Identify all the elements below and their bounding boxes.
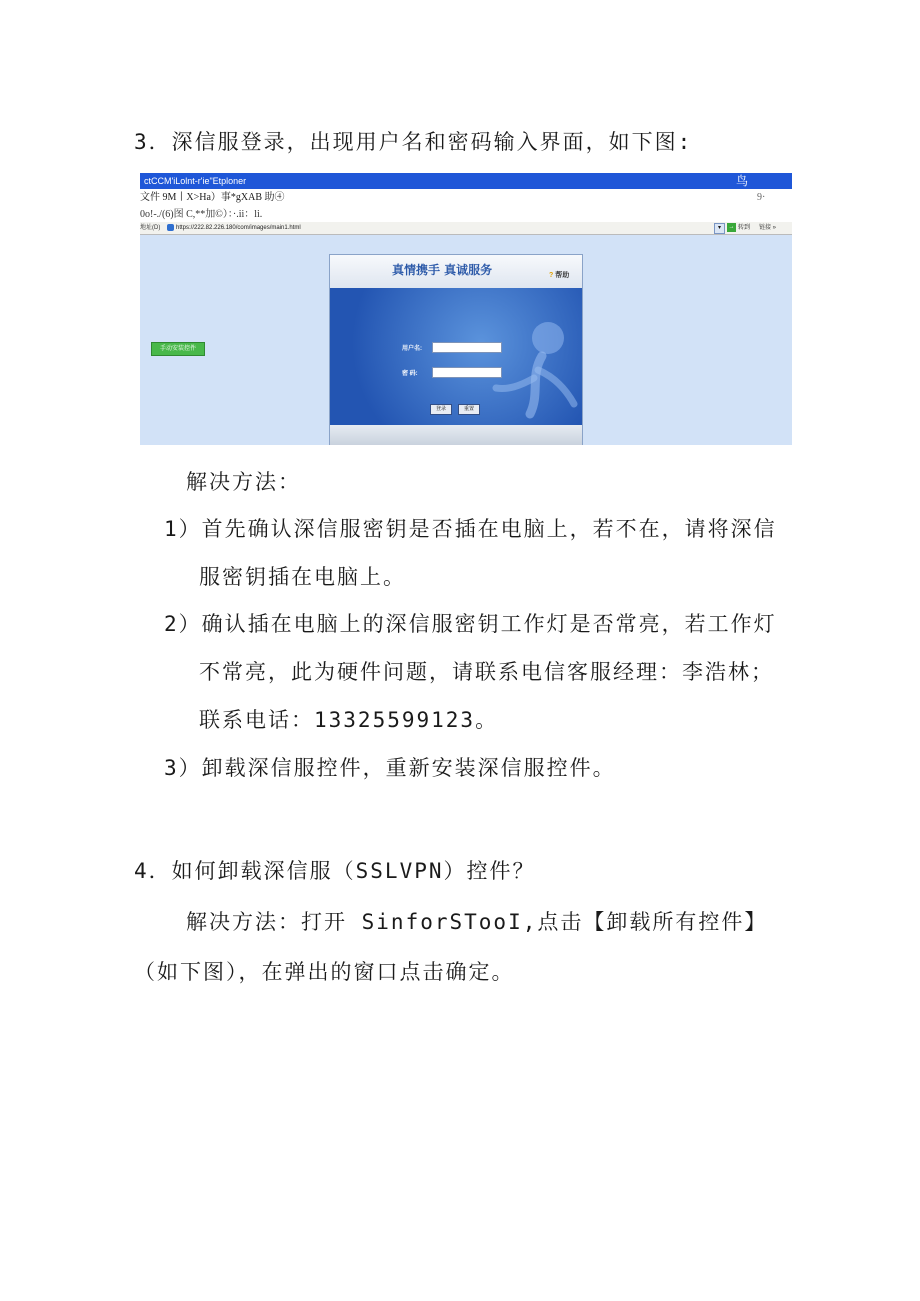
solution-3-item-2-line-1: 2）确认插在电脑上的深信服密钥工作灯是否常亮，若工作灯	[164, 612, 777, 636]
section-4-heading: 4．如何卸载深信服（SSLVPN）控件？	[134, 859, 536, 883]
login-panel-body	[330, 288, 582, 425]
password-label: 密 码:	[402, 371, 418, 377]
login-panel-footer	[330, 425, 582, 445]
password-input	[432, 367, 502, 378]
solution-3-label: 解决方法：	[186, 470, 301, 494]
ie-page-icon	[167, 224, 174, 231]
reset-button: 重置	[458, 404, 480, 415]
section-3-heading: 3．深信服登录，出现用户名和密码输入界面，如下图:	[134, 130, 693, 154]
solution-3-item-1-line-1: 1）首先确认深信服密钥是否插在电脑上，若不在，请将深信	[164, 517, 777, 541]
address-label: 地址(D)	[140, 225, 161, 231]
solution-3-item-2-line-2: 不常亮，此为硬件问题，请联系电信客服经理：李浩林；	[199, 660, 774, 684]
solution-3-item-3: 3）卸载深信服控件，重新安装深信服控件。	[164, 756, 616, 780]
username-label: 用户名:	[402, 346, 422, 352]
window-title: ctCCM'iLolnt-r'ie"Etploner	[144, 176, 247, 186]
menu-items: 文件 9M丨X>Ha）事*gXAB 助④	[140, 192, 285, 203]
links-label: 链接 »	[759, 225, 777, 231]
login-panel-header	[330, 255, 582, 288]
address-dropdown-icon: ▾	[714, 223, 725, 234]
login-slogan: 真情携手 真诚服务	[392, 263, 493, 277]
login-panel	[329, 254, 583, 445]
section-4-solution-line-1: 解决方法：打开 SinforSTooI,点击【卸载所有控件】	[186, 910, 768, 934]
browser-content-area	[140, 235, 792, 445]
title-bar-glyph: 鸟	[736, 174, 749, 188]
browser-menu-bar	[140, 189, 792, 207]
go-button-label: 转到	[738, 225, 751, 231]
username-input	[432, 342, 502, 353]
address-url: https://222.82.226.180/com/images/main1.html	[176, 225, 301, 231]
solution-3-item-1-line-2: 服密钥插在电脑上。	[199, 565, 406, 589]
manual-install-button: 手动安装控件	[151, 342, 205, 356]
login-page-screenshot	[140, 173, 792, 445]
browser-toolbar	[140, 207, 792, 222]
help-icon: ?	[549, 272, 554, 279]
running-figure-logo-icon	[490, 316, 580, 426]
section-4-solution-line-2: （如下图），在弹出的窗口点击确定。	[134, 960, 515, 984]
menu-bar-glyph: 9·	[757, 192, 766, 203]
login-button: 登录	[430, 404, 452, 415]
address-bar	[140, 222, 792, 235]
solution-3-item-2-line-3: 联系电话：13325599123。	[199, 708, 499, 732]
go-arrow-icon: →	[728, 224, 735, 230]
browser-title-bar	[140, 173, 792, 189]
help-link	[549, 270, 569, 280]
help-label: 帮助	[555, 272, 570, 279]
toolbar-buttons: 0o!-./(6)图 C,**加©）：·.ii：li.	[140, 209, 263, 220]
